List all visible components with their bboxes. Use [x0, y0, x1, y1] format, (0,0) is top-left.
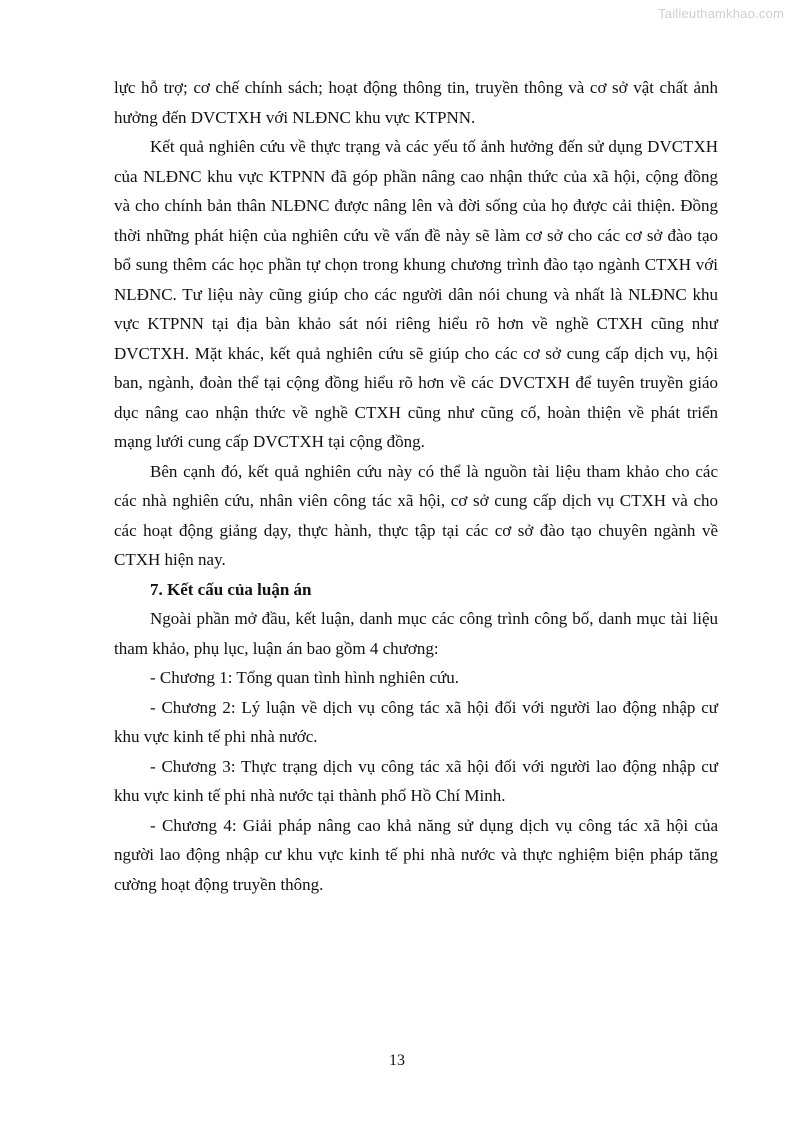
watermark-text: Tailieuthamkhao.com — [658, 6, 784, 21]
paragraph-reference-value: Bên cạnh đó, kết quả nghiên cứu này có thể là nguồn tài liệu tham khảo cho các các nhà nghiên cứu, nhân viên công tác xã hội, cơ sở cung cấp dịch vụ CTXH và cho các hoạt động giảng dạy, thực hành, thực tập tại các cơ sở đào tạo chuyên ngành về CTXH hiện nay. — [114, 461, 718, 569]
chapter-2-item: - Chương 2: Lý luận về dịch vụ công tác xã hội đối với người lao động nhập cư khu vực kinh tế phi nhà nước. — [114, 697, 718, 746]
paragraph-research-results: Kết quả nghiên cứu về thực trạng và các yếu tố ảnh hưởng đến sử dụng DVCTXH của NLĐNC khu vực KTPNN đã góp phần nâng cao nhận thức của xã hội, cộng đồng và cho chính bản thân NLĐNC được nâng lên và đời sống của họ được cải thiện. Đồng thời những phát hiện của nghiên cứu về vấn đề này sẽ làm cơ sở cho các cơ sở đào tạo bổ sung thêm các học phần tự chọn trong khung chương trình đào tạo ngành CTXH với NLĐNC. Tư liệu này cũng giúp cho các người dân nói chung và nhất là NLĐNC khu vực KTPNN tại địa bàn khảo sát nói riêng hiểu rõ hơn về nghề CTXH cũng như DVCTXH. Mặt khác, kết quả nghiên cứu sẽ giúp cho các cơ sở cung cấp dịch vụ, hội ban, ngành, đoàn thể tại cộng đồng hiểu rõ hơn về các DVCTXH để tuyên truyền giáo dục nâng cao nhận thức về nghề CTXH cũng như cũng cố, hoàn thiện về phát triển mạng lưới cung cấp DVCTXH tại cộng đồng. — [114, 137, 718, 451]
chapter-4-item: - Chương 4: Giải pháp nâng cao khả năng sử dụng dịch vụ công tác xã hội của người lao động nhập cư khu vực kinh tế phi nhà nước và thực nghiệm biện pháp tăng cường hoạt động truyền thông. — [114, 815, 718, 894]
paragraph-continuation: lực hỗ trợ; cơ chế chính sách; hoạt động thông tin, truyền thông và cơ sở vật chất ảnh hưởng đến DVCTXH với NLĐNC khu vực KTPNN. — [114, 78, 718, 127]
document-body — [114, 73, 718, 899]
page-number: 13 — [389, 1052, 405, 1069]
chapter-1-item: - Chương 1: Tổng quan tình hình nghiên cứu. — [150, 668, 459, 687]
chapter-3-item: - Chương 3: Thực trạng dịch vụ công tác xã hội đối với người lao động nhập cư khu vực kinh tế phi nhà nước tại thành phố Hồ Chí Minh. — [114, 756, 718, 805]
paragraph-structure-intro: Ngoài phần mở đầu, kết luận, danh mục các công trình công bố, danh mục tài liệu tham khảo, phụ lục, luận án bao gồm 4 chương: — [114, 609, 718, 658]
section-heading: 7. Kết cấu của luận án — [150, 579, 312, 599]
